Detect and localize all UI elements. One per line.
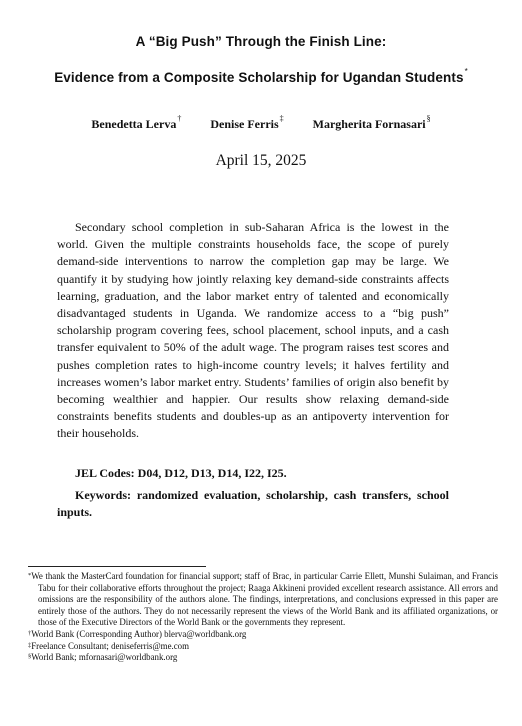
author [91, 114, 182, 132]
jel-codes: JEL Codes: D04, D12, D13, D14, I22, I25. [75, 466, 287, 480]
footnote-text: World Bank (Corresponding Author) blerva@worldbank.org [31, 628, 247, 639]
paper-title-text-2: Evidence from a Composite Scholarship for Ugandan Students [54, 70, 464, 85]
paper-title-text-1: A “Big Push” Through the Finish Line: [135, 34, 387, 49]
paper-title-line-2 [0, 67, 522, 85]
author-footnote-mark: † [177, 114, 182, 123]
footnotes [28, 571, 498, 664]
author-name: Denise Ferris [210, 117, 279, 131]
author-name: Margherita Fornasari [312, 117, 426, 131]
footnote-author-2 [28, 641, 498, 653]
footnote-mark: † [28, 629, 32, 637]
author-footnote-mark: § [426, 114, 431, 123]
footnote-acknowledgements [28, 571, 498, 629]
footnote-mark: ‡ [28, 641, 32, 649]
footnote-author-3 [28, 652, 498, 664]
footnote-divider [28, 566, 206, 567]
author-name: Benedetta Lerva [91, 117, 177, 131]
footnote-mark: * [28, 572, 32, 579]
footnote-author-1 [28, 629, 498, 641]
footnote-text: World Bank; mfornasari@worldbank.org [31, 652, 178, 663]
publication-date: April 15, 2025 [215, 152, 307, 169]
keywords: Keywords: randomized evaluation, scholarship, cash transfers, school inputs. [57, 488, 449, 520]
author [312, 114, 431, 132]
paper-title-line-1 [0, 34, 522, 49]
footnote-mark: § [28, 653, 32, 661]
abstract: Secondary school completion in sub-Saharan Africa is the lowest in the world. Given the multiple constraints households face, the scope of purely demand-side interventions to narrow the completion gap may be large. We quantify it by studying how jointly relaxing key demand-side constraints affects learning, graduation, and the labor market entry of talented and economically disadvantaged students in Uganda. We randomize access to a “big push” scholarship program covering fees, school placement, school inputs, and a cash transfer equivalent to 50% of the adult wage. The program raises test scores and pushes completion rates to high-income country levels; it halves fertility and increases women’s labor market entry. Students’ families of origin also benefit by becoming wealthier and happier. Our results show relaxing demand-side constraints benefits students and doubles-up as an antipoverty intervention for their households. [57, 220, 449, 441]
author-list [0, 114, 522, 132]
author [210, 114, 284, 132]
title-footnote-mark: * [464, 67, 468, 76]
footnote-text: We thank the MasterCard foundation for financial support; staff of Brac, in particular Carrie Ellett, Munshi Sulaiman, and Francis Tabu for their collaborative efforts throughout the project; Raaga Akkineni provided excellent research assistance. All errors and omissions are the responsibility of the authors alone. The findings, interpretations, and conclusions expressed in this paper are entirely those of the authors. They do not necessarily represent the views of the World Bank and its affiliated organizations, or those of the Executive Directors of the World Bank or the governments they represent. [31, 571, 498, 628]
author-footnote-mark: ‡ [279, 114, 284, 123]
footnote-text: Freelance Consultant; deniseferris@me.com [31, 640, 190, 651]
